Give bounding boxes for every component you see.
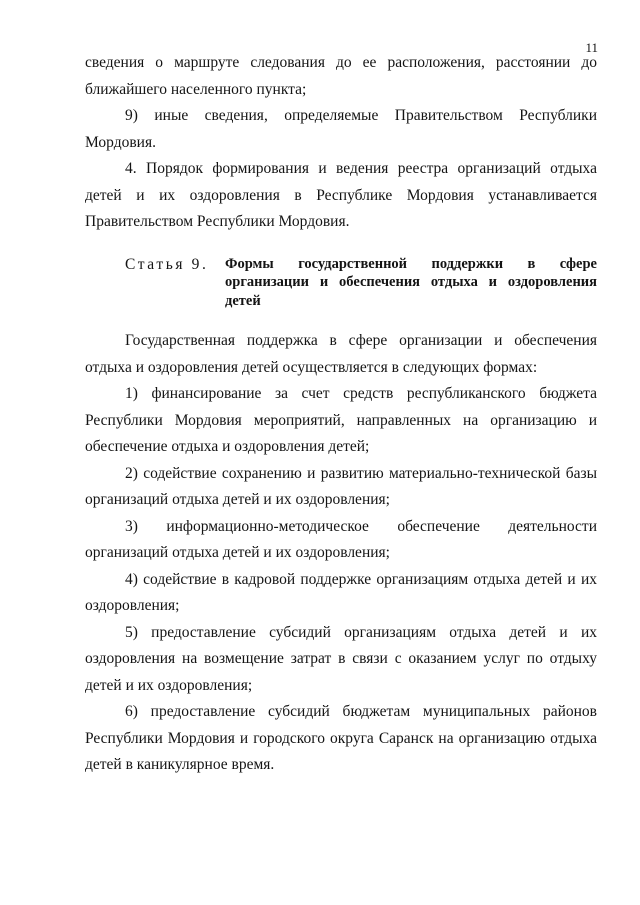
list-item-1: 1) финансирование за счет средств республиканского бюджета Республики Мордовия мероприятий, направленных на организацию и обеспечение отдыха и оздоровления детей; — [85, 385, 597, 455]
paragraph-clause-4: 4. Порядок формирования и ведения реестра организаций отдыха детей и их оздоровления в Республике Мордовия устанавливается Правительством Республики Мордовия. — [85, 160, 597, 230]
paragraph-intro: Государственная поддержка в сфере организации и обеспечения отдыха и оздоровления детей осуществляется в следующих формах: — [85, 332, 597, 376]
document-body — [85, 50, 597, 779]
list-item-6: 6) предоставление субсидий бюджетам муниципальных районов Республики Мордовия и городского округа Саранск на организацию отдыха детей в каникулярное время. — [85, 703, 597, 773]
article-heading — [85, 255, 597, 311]
list-item-3: 3) информационно-методическое обеспечение деятельности организаций отдыха детей и их оздоровления; — [85, 517, 597, 561]
article-title: Формы государственной поддержки в сфере организации и обеспечения отдыха и оздоровления детей — [225, 255, 597, 309]
paragraph-continuation: сведения о маршруте следования до ее расположения, расстоянии до ближайшего населенного пункта; — [85, 54, 597, 98]
article-label: Статья 9. — [125, 255, 209, 273]
list-item-2: 2) содействие сохранению и развитию материально-технической базы организаций отдыха детей и их оздоровления; — [85, 464, 597, 508]
list-item-9: 9) иные сведения, определяемые Правительством Республики Мордовия. — [85, 107, 597, 151]
page-number: 11 — [585, 40, 598, 55]
list-item-5: 5) предоставление субсидий организациям отдыха детей и их оздоровления на возмещение затрат в связи с оказанием услуг по отдыху детей и их оздоровления; — [85, 623, 597, 694]
list-item-4: 4) содействие в кадровой поддержке организациям отдыха детей и их оздоровления; — [85, 570, 597, 614]
